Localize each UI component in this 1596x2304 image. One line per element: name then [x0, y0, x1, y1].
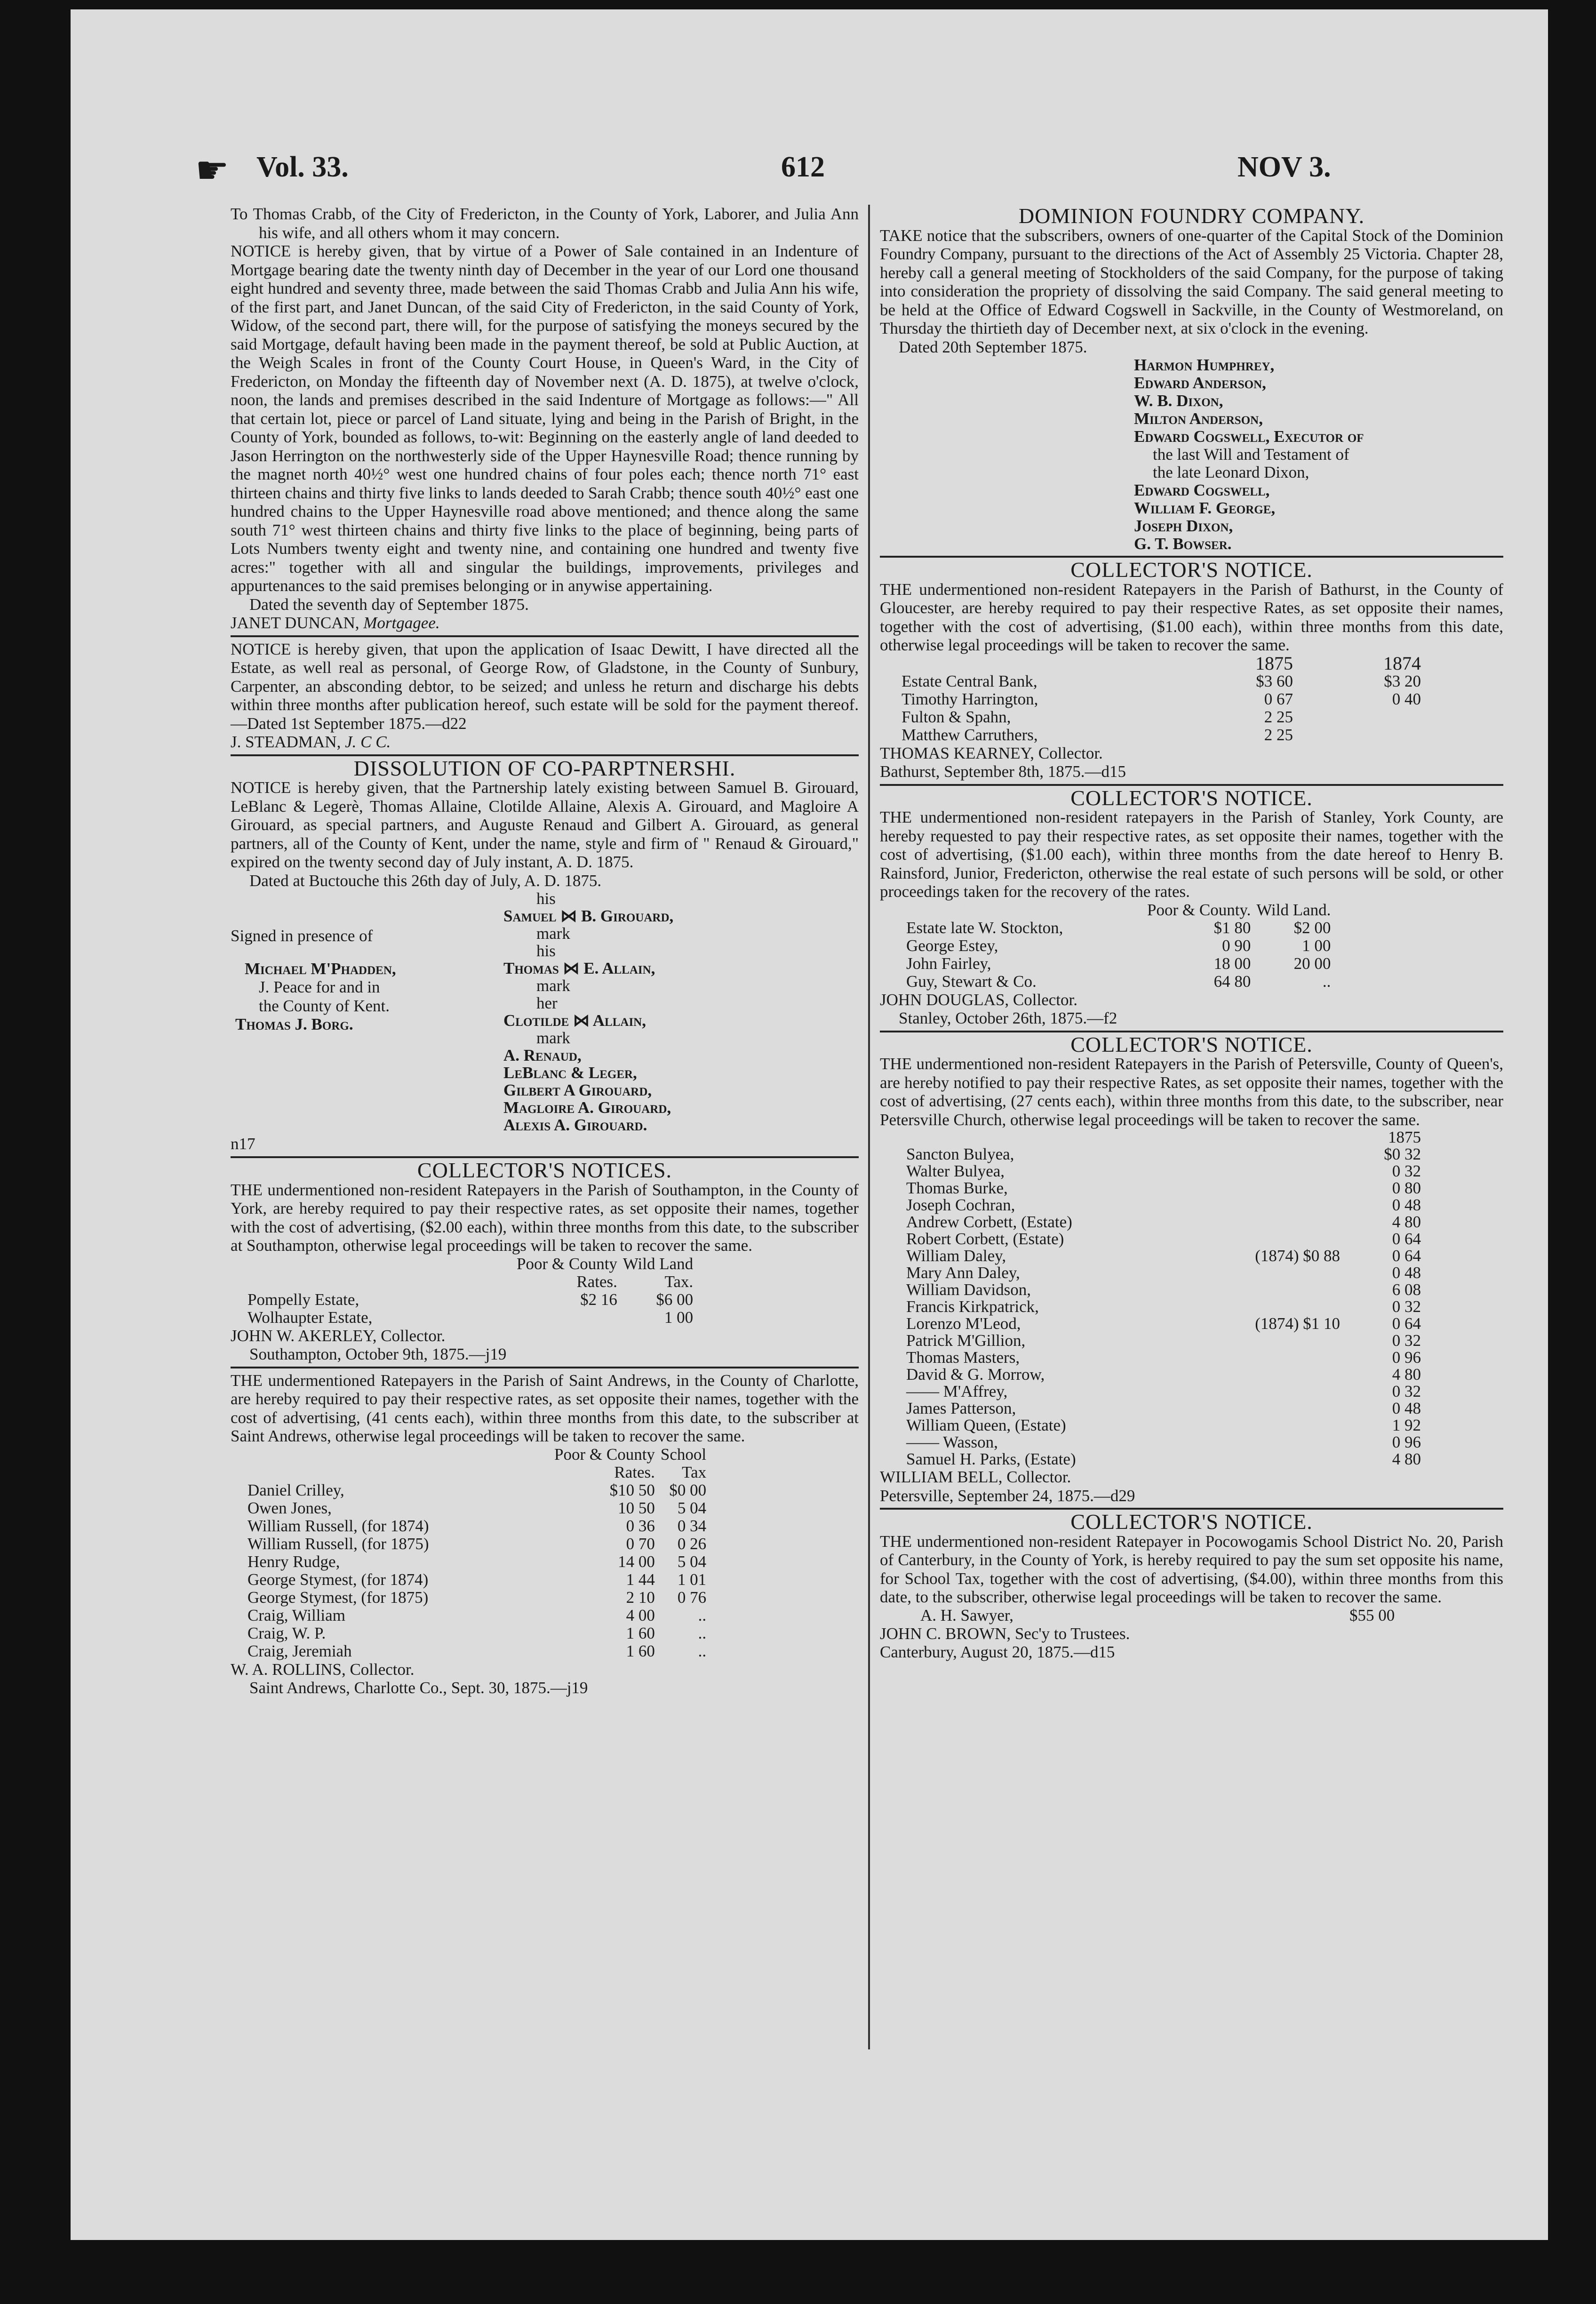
table-row: Francis Kirkpatrick, 0 32: [906, 1297, 1421, 1316]
foundry-dated: Dated 20th September 1875.: [899, 337, 1087, 356]
table-row: Timothy Harrington, 0 67 0 40: [902, 689, 1421, 708]
petersville-body: THE undermentioned non-resident Ratepayers in the Parish of Petersville, County of Queen's, are hereby notified to pay their respective Rates, as set opposite their names, together with the cost of advertising, (27 cents each), within three months from this date, to the subscriber, near Petersville Church, otherwise legal proceedings will be taken to recover the same.: [880, 1055, 1503, 1129]
divider: [231, 754, 859, 756]
table-row: John Fairley, 18 00 20 00: [906, 954, 1331, 973]
signatory-note: the last Will and Testament of: [1153, 445, 1349, 464]
bathurst-title: COLLECTOR'S NOTICE.: [1070, 558, 1313, 582]
signatory: Edward Cogswell,: [1134, 481, 1270, 499]
table-row: Sancton Bulyea, $0 32: [906, 1145, 1421, 1163]
signatory: G. T. Bowser.: [1134, 535, 1232, 553]
canterbury-signature: JOHN C. BROWN, Sec'y to Trustees.: [880, 1624, 1130, 1643]
foundry-body: TAKE notice that the subscribers, owners of one-quarter of the Capital Stock of the Dominion Foundry Company, pursuant to the directions of the Act of Assembly 25 Victoria. Chapter 28, hereby call a general meeting of Stockholders of the said Company, for the purpose of taking into consideration the propriety of dissolving the said Company. The said general meeting to be held at the Office of Edward Cogswell in Sackville, in the County of Westmoreland, on Thursday the thirtieth day of December next, at six o'clock in the evening.: [880, 226, 1503, 337]
col-header: 1875: [1255, 652, 1293, 674]
table-row: Daniel Crilley, $10 50 $0 00: [247, 1480, 707, 1499]
table-row: David & G. Morrow, 4 80: [906, 1365, 1421, 1384]
stanley-body: THE undermentioned non-resident ratepayers in the Parish of Stanley, York County, are hereby requested to pay their respective rates, as set opposite their names, together with the cost of advertising, ($1.00 each), within three months from the date hereof to Henry B. Rainsford, Junior, Fredericton, otherwise the real estate of such persons will be sold, or other proceedings taken for the recovery of the rates.: [880, 808, 1503, 901]
divider: [880, 784, 1503, 786]
issue-date: NOV 3.: [1237, 151, 1331, 183]
volume-label: Vol. 33.: [256, 151, 349, 183]
foundry-signers: [880, 356, 1503, 553]
table-row: Craig, W. P. 1 60 ..: [247, 1624, 707, 1642]
witness-name: Michael M'Phadden,: [245, 959, 396, 978]
signatory: Gilbert A Girouard,: [503, 1081, 652, 1099]
witness-line: the County of Kent.: [259, 996, 390, 1015]
signatory: Thomas ⋈ E. Allain,: [503, 959, 655, 977]
notice-code: n17: [231, 1135, 255, 1153]
dissolution-body: NOTICE is hereby given, that the Partnership lately existing between Samuel B. Girouard, LeBlanc & Legerè, Thomas Allaine, Clotilde Allaine, Alexis A. Girouard, and Magloire A Girouard, as special partners, and Auguste Renaud and Gilbert A. Girouard, as general partners, all of the County of Kent, under the name, style and firm of " Renaud & Girouard," expired on the twenty second day of July instant, A. D. 1875.: [231, 778, 859, 871]
signatory: Edward Cogswell, Executor of: [1134, 427, 1364, 446]
canterbury-table: [918, 1607, 1397, 1624]
col-header: Poor & County: [517, 1254, 617, 1273]
dissolution-signatures: [231, 890, 859, 1153]
hand-pointer-icon: ☛: [195, 150, 229, 192]
table-row: William Queen, (Estate) 1 92: [906, 1416, 1421, 1434]
foundry-title: DOMINION FOUNDRY COMPANY.: [1018, 204, 1365, 228]
col-header: Tax: [682, 1463, 707, 1481]
stanley-dated: Stanley, October 26th, 1875.—f2: [899, 1009, 1117, 1027]
signatory: Samuel ⋈ B. Girouard,: [503, 907, 674, 925]
stanley-signature: JOHN DOUGLAS, Collector.: [880, 990, 1077, 1009]
signatory: Harmon Humphrey,: [1134, 356, 1275, 374]
bathurst-signature: THOMAS KEARNEY, Collector.: [880, 744, 1103, 762]
petersville-title: COLLECTOR'S NOTICE.: [1070, 1032, 1313, 1056]
table-row: Henry Rudge, 14 00 5 04: [247, 1552, 707, 1571]
col-header: 1875: [1388, 1128, 1421, 1146]
table-row: George Estey, 0 90 1 00: [906, 936, 1331, 955]
table-row: Andrew Corbett, (Estate) 4 80: [906, 1213, 1421, 1231]
table-row: Lorenzo M'Leod, (1874) $1 10 0 64: [906, 1314, 1421, 1333]
left-column: [231, 205, 859, 1697]
southampton-dated: Southampton, October 9th, 1875.—j19: [249, 1345, 507, 1363]
dewitt-body: NOTICE is hereby given, that upon the application of Isaac Dewitt, I have directed all the Estate, as well real as personal, of George Row, of Gladstone, in the County of Sunbury, Carpenter, an absconding debtor, to be seized; and unless he return and discharge his debts within three months after publication hereof, such estate will be sold for the payment thereof.—Dated 1st September 1875.—d22: [231, 640, 859, 733]
table-row: Owen Jones, 10 50 5 04: [247, 1498, 707, 1517]
table-row: Estate Central Bank, $3 60 $3 20: [902, 672, 1421, 690]
signatory: William F. George,: [1134, 499, 1276, 517]
canterbury-body: THE undermentioned non-resident Ratepayer in Pocowogamis School District No. 20, Parish of Canterbury, in the County of York, is hereby required to pay the sum set opposite his name, for School Tax, together with the cost of advertising, ($4.00), within three months from this date, to the subscriber, otherwise legal proceedings will be taken to recover the same.: [880, 1532, 1503, 1606]
table-row: James Patterson, 0 48: [906, 1399, 1421, 1417]
mark-label: his: [536, 889, 556, 908]
southampton-table: [245, 1255, 696, 1327]
col-header: Poor & County.: [1147, 900, 1251, 919]
col-header: School: [660, 1445, 707, 1464]
signatory: Edward Anderson,: [1134, 374, 1266, 392]
signatory: A. Renaud,: [503, 1046, 582, 1064]
dewitt-signature: J. STEADMAN, J. C C.: [231, 733, 391, 751]
crabb-signature: JANET DUNCAN, Mortgagee.: [231, 614, 440, 632]
newspaper-page: [71, 9, 1548, 2240]
table-row: Fulton & Spahn, 2 25: [902, 707, 1293, 726]
col-header: Tax.: [664, 1272, 694, 1291]
mark-label: her: [536, 994, 558, 1012]
col-header: Poor & County: [554, 1445, 655, 1464]
canterbury-dated: Canterbury, August 20, 1875.—d15: [880, 1643, 1115, 1661]
signatory: Joseph Dixon,: [1134, 517, 1233, 535]
standrews-body: THE undermentioned Ratepayers in the Parish of Saint Andrews, in the County of Charlotte, are hereby required to pay their respective rates, as set opposite their names, together with the cost of advertising, (41 cents each), within three months from this date, to the subscriber at Saint Andrews, otherwise legal proceedings will be taken to recover the same.: [231, 1371, 859, 1445]
table-row: A. H. Sawyer, $55 00: [920, 1606, 1395, 1624]
signed-in-presence: Signed in presence of: [231, 927, 373, 945]
standrews-table: [245, 1446, 709, 1660]
table-row: Matthew Carruthers, 2 25: [902, 725, 1293, 744]
southampton-title: COLLECTOR'S NOTICES.: [417, 1158, 672, 1182]
mark-label: mark: [536, 976, 570, 995]
signatory: W. B. Dixon,: [1134, 392, 1223, 410]
southampton-signature: JOHN W. AKERLEY, Collector.: [231, 1326, 446, 1345]
table-row: George Stymest, (for 1875) 2 10 0 76: [247, 1588, 707, 1607]
table-row: Mary Ann Daley, 0 48: [906, 1264, 1421, 1282]
petersville-signature: WILLIAM BELL, Collector.: [880, 1468, 1071, 1486]
divider: [231, 1367, 859, 1368]
witness-line: J. Peace for and in: [259, 978, 380, 996]
signatory: Magloire A. Girouard,: [503, 1098, 671, 1117]
table-row: Guy, Stewart & Co. 64 80 ..: [906, 972, 1331, 991]
table-row: Joseph Cochran, 0 48: [906, 1196, 1421, 1214]
table-row: —— Wasson, 0 96: [906, 1433, 1421, 1451]
signatory: Milton Anderson,: [1134, 409, 1263, 428]
table-row: —— M'Affrey, 0 32: [906, 1382, 1421, 1400]
column-divider: [868, 205, 870, 2049]
dissolution-dated: Dated at Buctouche this 26th day of July, A. D. 1875.: [249, 871, 602, 890]
table-row: William Daley, (1874) $0 88 0 64: [906, 1247, 1421, 1265]
witness-block: [231, 890, 494, 1034]
mark-label: mark: [536, 924, 570, 943]
table-row: Robert Corbett, (Estate) 0 64: [906, 1230, 1421, 1248]
stanley-title: COLLECTOR'S NOTICE.: [1070, 785, 1313, 810]
petersville-table: [903, 1129, 1424, 1468]
table-row: Patrick M'Gillion, 0 32: [906, 1331, 1421, 1350]
table-row: William Russell, (for 1874) 0 36 0 34: [247, 1516, 707, 1535]
col-header: Rates.: [576, 1272, 617, 1291]
table-row: Thomas Burke, 0 80: [906, 1179, 1421, 1197]
table-row: Walter Bulyea, 0 32: [906, 1162, 1421, 1180]
southampton-body: THE undermentioned non-resident Ratepayers in the Parish of Southampton, in the County of York, are hereby required to pay their respective rates, as set opposite their names, together with the cost of advertising, ($2.00 each), within three months from this date, to the subscriber at Southampton, otherwise legal proceedings will be taken to recover the same.: [231, 1180, 859, 1255]
page-number: 612: [781, 151, 825, 183]
canterbury-title: COLLECTOR'S NOTICE.: [1070, 1510, 1313, 1534]
signatory-note: the late Leonard Dixon,: [1153, 463, 1309, 481]
bathurst-dated: Bathurst, September 8th, 1875.—d15: [880, 762, 1126, 781]
table-row: Estate late W. Stockton, $1 80 $2 00: [906, 918, 1331, 937]
table-row: Craig, William 4 00 ..: [247, 1606, 707, 1624]
table-row: George Stymest, (for 1874) 1 44 1 01: [247, 1570, 707, 1589]
divider: [880, 1031, 1503, 1032]
table-row: Pompelly Estate, $2 16 $6 00: [247, 1290, 694, 1309]
crabb-address: To Thomas Crabb, of the City of Fredericton, in the County of York, Laborer, and Julia Ann his wife, and all others whom it may concern.: [231, 205, 859, 242]
petersville-dated: Petersville, September 24, 1875.—d29: [880, 1486, 1135, 1505]
divider: [231, 635, 859, 637]
crabb-dated: Dated the seventh day of September 1875.: [249, 595, 529, 614]
standrews-signature: W. A. ROLLINS, Collector.: [231, 1660, 415, 1679]
table-row: William Davidson, 6 08: [906, 1280, 1421, 1299]
table-row: Samuel H. Parks, (Estate) 4 80: [906, 1450, 1421, 1468]
witness-name: Thomas J. Borg.: [235, 1015, 353, 1033]
col-header: Wild Land: [622, 1254, 694, 1273]
signatory: Alexis A. Girouard.: [503, 1116, 647, 1134]
crabb-body: NOTICE is hereby given, that by virtue of a Power of Sale contained in an Indenture of Mortgage bearing date the twenty ninth day of December in the year of our Lord one thousand eight hundred and seventy three, made between the said Thomas Crabb and Julia Ann his wife, of the first part, and Janet Duncan, of the said City of Fredericton, in the said County of York, Widow, of the second part, there will, for the purpose of satisfying the moneys secured by the said Mortgage, default having been made in the payment thereof, be sold at Public Auction, at the Weigh Scales in front of the County Court House, in Queen's Ward, in the City of Fredericton, on Monday the fifteenth day of November next (A. D. 1875), at twelve o'clock, noon, the lands and premises described in the said Indenture of Mortgage as follows:—" All that certain lot, piece or parcel of Land situate, lying and being in the Parish of Bright, in the County of York, bounded as follows, to-wit: Beginning on the easterly angle of land deeded to Jason Herrington on the northwesterly side of the Upper Haynesville Road; thence running by the magnet north 40½° west one hundred chains of four poles each; thence north 71° east thirteen chains and thirty five links to lands deeded to Sarah Crabb; thence south 40½° east one hundred chains to the Upper Haynesville road above mentioned; and thence along the same south 71° west thirteen chains and thirty five links to the place of beginning, being parts of Lots Numbers twenty eight and twenty nine, and containing one hundred and twenty five acres:" together with all and singular the buildings, improvements, privileges and appurtenances to the said premises belonging or in anywise appertaining.: [231, 242, 859, 595]
standrews-dated: Saint Andrews, Charlotte Co., Sept. 30, 1875.—j19: [249, 1679, 588, 1697]
table-row: Craig, Jeremiah 1 60 ..: [247, 1641, 707, 1660]
col-header: Wild Land.: [1256, 900, 1331, 919]
signatory: Clotilde ⋈ Allain,: [503, 1011, 646, 1030]
table-row: Thomas Masters, 0 96: [906, 1348, 1421, 1367]
bathurst-table: [899, 652, 1424, 744]
table-row: William Russell, (for 1875) 0 70 0 26: [247, 1534, 707, 1553]
dissolution-title: DISSOLUTION OF CO-PARPTNERSHI.: [353, 756, 736, 780]
right-column: [880, 205, 1503, 1662]
table-row: Wolhaupter Estate, 1 00: [247, 1308, 694, 1327]
bathurst-body: THE undermentioned non-resident Ratepayers in the Parish of Bathurst, in the County of Gloucester, are hereby required to pay their respective Rates, as set opposite their names, together with the cost of advertising, ($1.00 each), within three months from this date, otherwise legal proceedings will be taken to recover the same.: [880, 580, 1503, 654]
col-header: 1874: [1383, 652, 1421, 674]
mark-label: mark: [536, 1029, 570, 1047]
signatory: LeBlanc & Leger,: [503, 1064, 637, 1082]
stanley-table: [903, 901, 1333, 991]
col-header: Rates.: [614, 1463, 655, 1481]
mark-label: his: [536, 942, 556, 960]
signatory-block: [503, 890, 852, 1134]
